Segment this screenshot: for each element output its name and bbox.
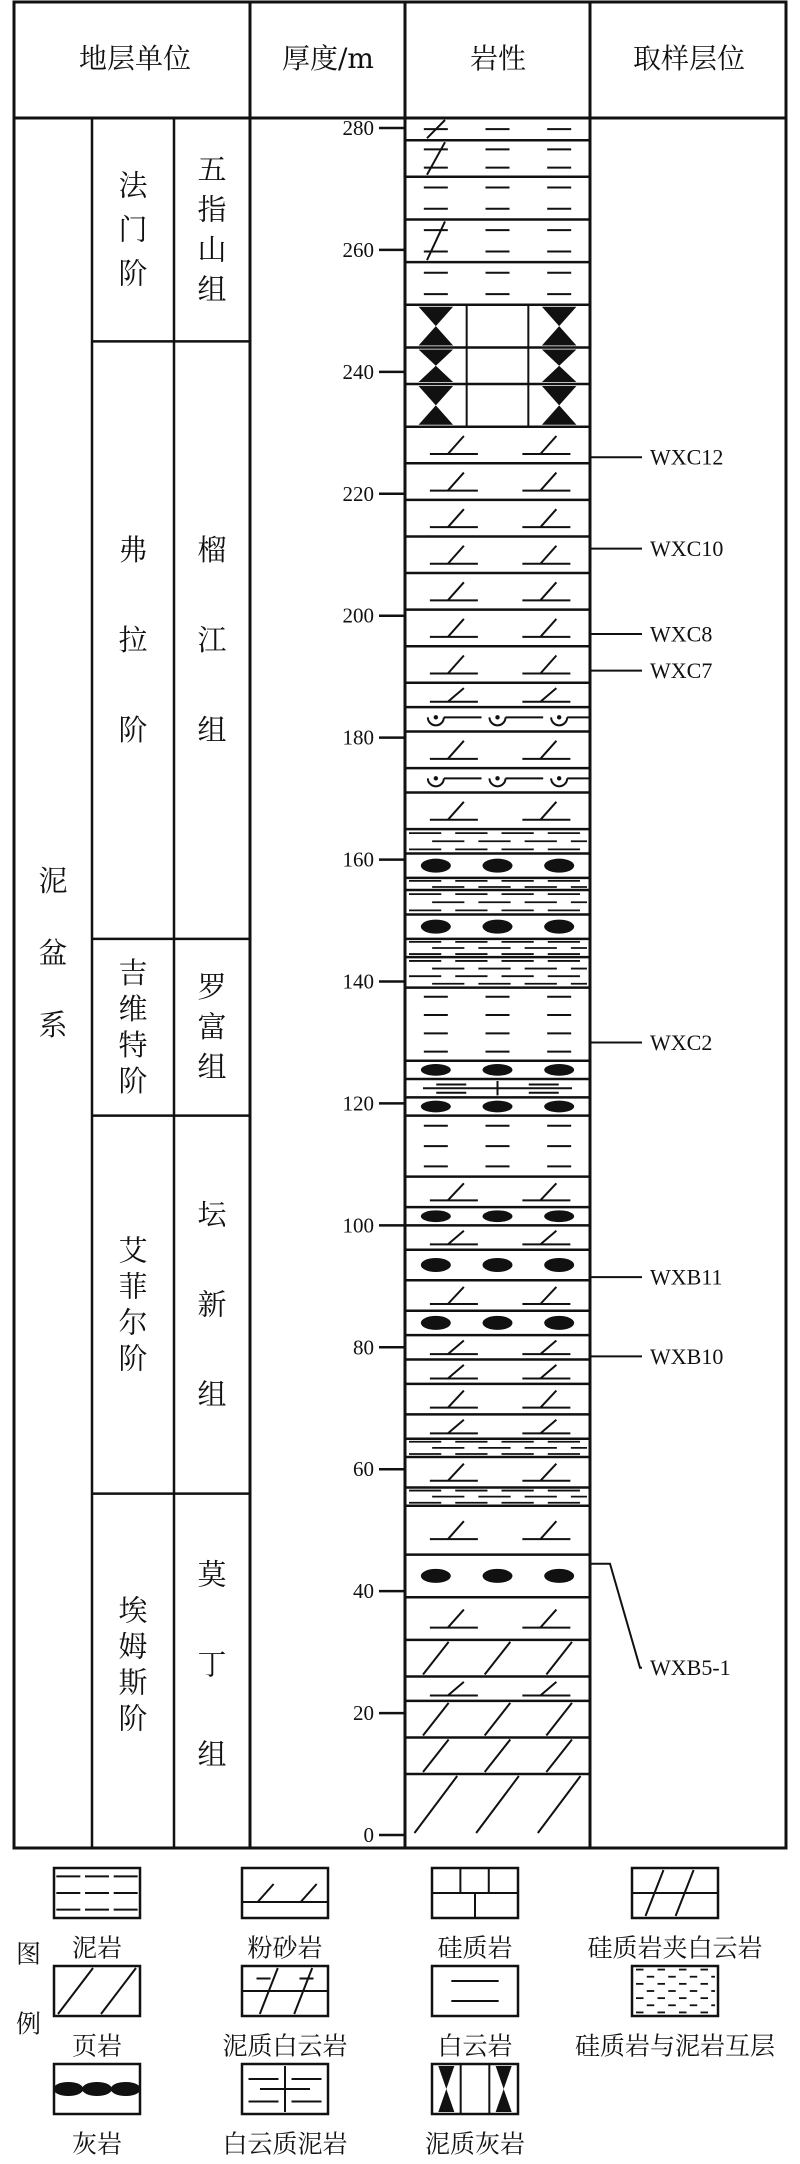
tick-label: 180: [342, 725, 374, 750]
svg-text:拉: 拉: [118, 623, 148, 658]
layer-siliceous_mudstone: [405, 1439, 590, 1454]
layer-siltstone: [405, 646, 590, 673]
svg-text:尔: 尔: [118, 1305, 148, 1340]
svg-text:WXC10: WXC10: [650, 536, 724, 562]
formation-label-2: [197, 970, 226, 1084]
legend-item-siltstone: [240, 1868, 331, 1963]
tick-label: 140: [342, 969, 374, 994]
svg-text:姆: 姆: [118, 1629, 148, 1664]
layer-limestone_nodule: [405, 1207, 590, 1222]
legend: [16, 1868, 775, 2159]
svg-text:组: 组: [197, 1737, 227, 1772]
svg-text:白云岩: 白云岩: [437, 2031, 513, 2061]
layer-argillaceous_limestone: [405, 384, 590, 427]
layer-shale_mud: [405, 140, 590, 175]
tick-label: 60: [353, 1457, 374, 1482]
sample-WXB11: [590, 1265, 723, 1290]
stage-label-2: [118, 956, 147, 1098]
sample-WXC2: [590, 1030, 712, 1055]
header-sampling: 取样层位: [632, 42, 746, 75]
layer-mudstone: [405, 262, 590, 294]
svg-text:系: 系: [38, 1008, 68, 1042]
layer-siltstone: [405, 1676, 590, 1695]
layer-siltstone: [405, 463, 590, 490]
svg-text:五: 五: [197, 152, 227, 187]
layer-shale: [405, 1774, 590, 1833]
lithology-layers: [405, 120, 605, 1833]
stage-label-0: [118, 169, 148, 291]
legend-item-dolomitic_mudstone: [222, 2064, 347, 2159]
formation-label-4: [197, 1557, 226, 1771]
layer-siltstone: [405, 1280, 590, 1304]
layer-limestone_nodule: [405, 1311, 590, 1330]
layer-siltstone: [405, 573, 590, 600]
svg-text:组: 组: [197, 1050, 227, 1085]
svg-text:富: 富: [197, 1010, 227, 1045]
tick-label: 120: [342, 1091, 374, 1116]
header-lithology: 岩性: [469, 42, 527, 75]
svg-text:维: 维: [118, 992, 148, 1027]
svg-text:盆: 盆: [38, 936, 68, 970]
svg-text:特: 特: [118, 1028, 148, 1063]
legend-item-limestone_nodule: [53, 2064, 140, 2159]
svg-text:坛: 坛: [197, 1197, 227, 1232]
svg-text:WXC7: WXC7: [650, 658, 713, 684]
layer-siliceous_mudstone: [405, 939, 590, 954]
svg-text:山: 山: [197, 232, 227, 267]
sample-WXB5-1: [590, 1564, 731, 1681]
svg-text:页岩: 页岩: [71, 2031, 123, 2061]
layer-argillaceous_limestone: [405, 305, 590, 348]
tick-label: 20: [353, 1701, 374, 1726]
svg-text:榴: 榴: [197, 533, 227, 568]
svg-text:丁: 丁: [197, 1647, 227, 1682]
thickness-scale: [343, 116, 406, 1847]
svg-text:阶: 阶: [118, 1701, 148, 1736]
svg-text:阶: 阶: [118, 1341, 148, 1376]
layer-shale: [405, 1640, 590, 1675]
layer-siltstone: [405, 1506, 590, 1539]
legend-item-shale: [54, 1966, 140, 2061]
svg-text:吉: 吉: [118, 956, 148, 991]
sample-markers: [590, 445, 731, 1681]
legend-item-dolomite: [432, 1966, 518, 2061]
header-thickness: 厚度/m: [282, 42, 374, 75]
layer-siltstone: [405, 1359, 590, 1378]
tick-label: 40: [353, 1579, 374, 1604]
svg-text:组: 组: [197, 1377, 227, 1412]
svg-text:白云质泥岩: 白云质泥岩: [222, 2129, 348, 2159]
layer-siltstone: [405, 1225, 590, 1244]
layer-siltstone: [405, 683, 590, 702]
svg-text:WXC8: WXC8: [650, 621, 713, 647]
svg-text:WXC12: WXC12: [650, 444, 724, 470]
svg-text:新: 新: [197, 1287, 227, 1322]
svg-text:泥质白云岩: 泥质白云岩: [222, 2031, 348, 2061]
svg-text:斯: 斯: [118, 1665, 148, 1700]
layer-siliceous_mudstone: [405, 1488, 590, 1503]
sample-WXC7: [590, 658, 712, 683]
layer-limestone_nodule: [405, 1250, 590, 1272]
svg-text:门: 门: [118, 212, 148, 247]
layer-radiolarian: [405, 707, 605, 725]
layer-siliceous_mudstone: [405, 829, 590, 849]
svg-text:江: 江: [197, 623, 227, 658]
svg-text:WXB5-1: WXB5-1: [650, 1655, 731, 1681]
layer-mudstone: [405, 177, 590, 209]
svg-text:莫: 莫: [197, 1557, 227, 1592]
layer-siltstone: [405, 1177, 590, 1201]
layer-siliceous_mudstone: [405, 957, 590, 984]
layer-limestone_nodule: [405, 914, 590, 933]
svg-text:组: 组: [197, 272, 227, 307]
layer-siltstone: [405, 793, 590, 820]
layer-dolomitic_mudstone: [405, 1079, 590, 1095]
layer-mudstone: [405, 1116, 590, 1167]
stratigraphic-units: [38, 153, 250, 1772]
svg-text:埃: 埃: [118, 1593, 148, 1628]
tick-label: 260: [342, 237, 374, 262]
svg-text:阶: 阶: [118, 256, 148, 291]
layer-siliceous_mudstone: [405, 878, 590, 887]
svg-text:菲: 菲: [118, 1269, 148, 1304]
svg-text:组: 组: [197, 713, 227, 748]
legend-item-mudstone: [54, 1868, 140, 1963]
layer-limestone_nodule: [405, 1097, 590, 1112]
svg-text:泥岩: 泥岩: [71, 1933, 123, 1963]
legend-title: 例: [16, 2009, 42, 2039]
legend-item-argillaceous_dolomite: [222, 1966, 347, 2061]
stage-label-1: [118, 533, 147, 747]
layer-siltstone: [405, 500, 590, 527]
svg-text:法: 法: [118, 168, 148, 203]
svg-text:灰岩: 灰岩: [71, 2129, 123, 2159]
legend-item-siliceous_mudstone: [575, 1966, 775, 2061]
layer-siltstone: [405, 1414, 590, 1433]
layer-limestone_nodule: [405, 1555, 590, 1583]
svg-text:硅质岩: 硅质岩: [437, 1933, 513, 1963]
layer-siltstone: [405, 536, 590, 563]
sample-WXB10: [590, 1344, 723, 1369]
svg-text:泥: 泥: [38, 864, 68, 898]
layer-limestone_nodule: [405, 1061, 590, 1076]
svg-text:泥质灰岩: 泥质灰岩: [424, 2129, 526, 2159]
svg-text:罗: 罗: [197, 970, 227, 1005]
layer-siltstone: [405, 427, 590, 454]
tick-label: 220: [342, 481, 374, 506]
tick-label: 200: [342, 603, 374, 628]
layer-siltstone: [405, 1597, 590, 1627]
layer-limestone_nodule: [405, 853, 590, 872]
tick-label: 100: [342, 1213, 374, 1238]
layer-siltstone: [405, 1335, 590, 1354]
formation-label-1: [197, 533, 226, 747]
layer-radiolarian: [405, 768, 605, 786]
svg-text:硅质岩夹白云岩: 硅质岩夹白云岩: [587, 1933, 763, 1963]
layer-siltstone: [405, 1457, 590, 1481]
tick-label: 160: [342, 847, 374, 872]
layer-shale_mud: [405, 219, 590, 260]
stage-label-3: [118, 1234, 147, 1376]
legend-item-siliceous_dolomite: [587, 1868, 762, 1963]
tick-label: 0: [363, 1823, 374, 1847]
sample-WXC10: [590, 536, 723, 561]
header-units: 地层单位: [78, 42, 192, 75]
svg-text:WXB11: WXB11: [650, 1264, 723, 1290]
layer-siltstone: [405, 1384, 590, 1408]
legend-item-argillaceous_limestone: [425, 2064, 525, 2159]
svg-text:硅质岩与泥岩互层: 硅质岩与泥岩互层: [574, 2031, 776, 2061]
svg-text:艾: 艾: [118, 1233, 148, 1268]
legend-title: 图: [16, 1939, 42, 1969]
svg-text:阶: 阶: [118, 713, 148, 748]
svg-text:WXB10: WXB10: [650, 1343, 724, 1369]
layer-shale: [405, 1701, 590, 1736]
layer-siliceous_mudstone: [405, 890, 590, 910]
layer-shale: [405, 1737, 590, 1772]
layer-mudstone: [405, 988, 590, 1052]
sample-WXC12: [590, 445, 723, 470]
svg-text:粉砂岩: 粉砂岩: [247, 1933, 323, 1963]
sample-WXC8: [590, 622, 712, 647]
layer-argillaceous_limestone: [405, 347, 590, 384]
stage-label-4: [118, 1593, 148, 1735]
tick-label: 240: [342, 359, 374, 384]
svg-text:WXC2: WXC2: [650, 1029, 713, 1055]
layer-siltstone: [405, 610, 590, 637]
svg-text:阶: 阶: [118, 1064, 148, 1099]
svg-text:弗: 弗: [118, 533, 148, 568]
layer-shale_mud: [424, 120, 571, 138]
tick-label: 80: [353, 1335, 374, 1360]
formation-label-3: [197, 1198, 227, 1412]
formation-label-0: [197, 153, 226, 307]
legend-item-siliceous: [432, 1868, 518, 1963]
system-label: [38, 864, 67, 1042]
layer-siltstone: [405, 732, 590, 759]
tick-label: 280: [342, 116, 374, 140]
svg-text:指: 指: [197, 192, 227, 227]
